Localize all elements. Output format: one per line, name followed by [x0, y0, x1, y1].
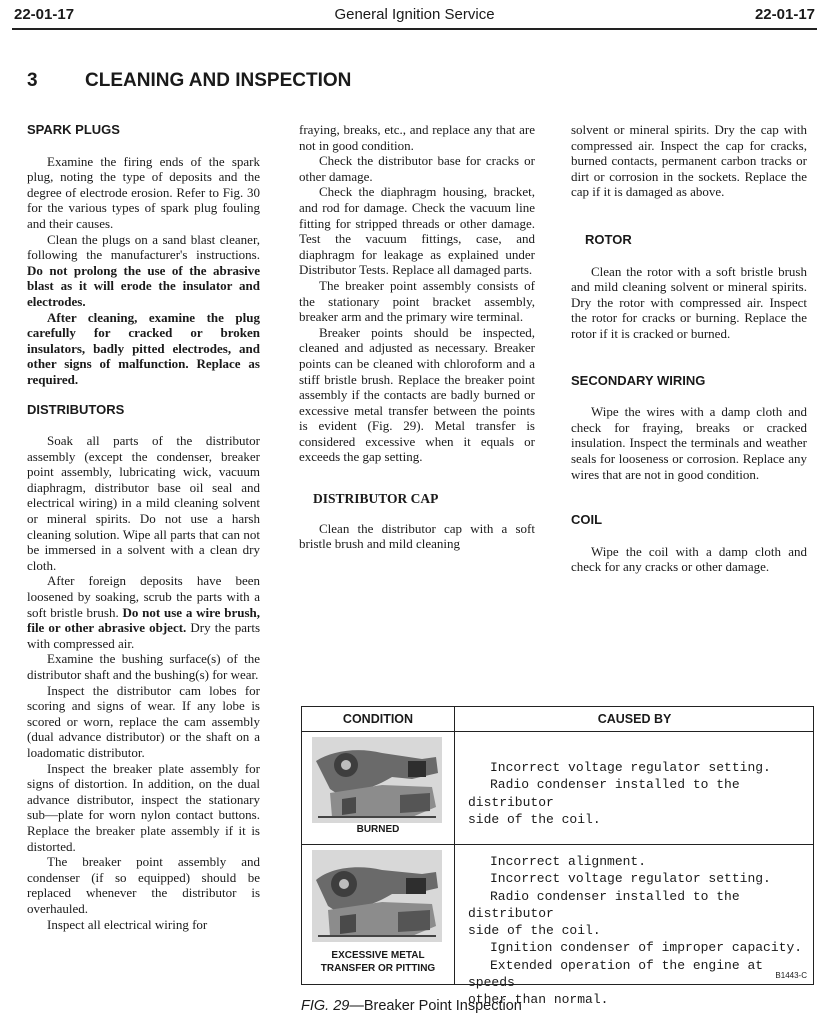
paragraph: Examine the firing ends of the spark plug, noting the type of deposits and the degree of electrode erosion. Refer to Fig. 30 for the various types of spark plug fouling and their causes. — [27, 153, 260, 231]
paragraph: Wipe the wires with a damp cloth and check for fraying, breaks or cracked insulation. Inspect the terminals and weather seals for looseness or corrosion. Replace any wires that are not in good condition. — [571, 404, 807, 482]
burned-label: BURNED — [356, 824, 400, 835]
paragraph: Breaker points should be inspected, cleaned and adjusted as necessary. Breaker points can be cleaned with chloroform and a stiff bristle brush. Replace the breaker point assembly if the contacts are badly burned or excessive metal transfer between the points is evident (Fig. 29). Metal transfer is considered excessive when it equals or exceeds the gap setting. — [299, 324, 535, 465]
burned-points-photo — [312, 737, 442, 823]
paragraph: After cleaning, examine the plug carefully for cracked or broken insulators, badly pitted electrodes, and other signs of malfunction. Replace as required. — [27, 309, 260, 387]
paragraph: solvent or mineral spirits. Dry the cap with compressed air. Inspect the cap for cracks, burned contacts, permanent carbon tracks or dirt or corrosion in the sockets. Replace the cap if it is damaged as above. — [571, 122, 807, 200]
paragraph: Check the diaphragm housing, bracket, and rod for damage. Check the vacuum line fitting for stripped threads or other damage. Test the vacuum fittings, case, and diaphragm for leakage as explained under Distributor Tests. Replace all damaged parts. — [299, 184, 535, 278]
cause-line: Radio condenser installed to the distributor — [468, 777, 740, 810]
pitted-points-photo — [312, 850, 442, 942]
cause-line: Incorrect voltage regulator setting. — [490, 871, 771, 887]
burned-causes — [468, 759, 808, 828]
header-rule — [12, 28, 817, 30]
column-1 — [27, 122, 260, 932]
paragraph: fraying, breaks, etc., and replace any that are not in good condition. — [299, 122, 535, 153]
paragraph: Clean the distributor cap with a soft bristle brush and mild cleaning — [299, 520, 535, 552]
cause-line: Incorrect voltage regulator setting. — [490, 760, 771, 775]
spark-plugs-heading: SPARK PLUGS — [27, 122, 120, 137]
excessive-metal-label — [302, 949, 454, 975]
caused-by-header: CAUSED BY — [597, 712, 672, 726]
paragraph: Clean the rotor with a soft bristle brush and mild cleaning solvent or mineral spirits. Dry the rotor with compressed air. Inspect the rotor for cracks or burning. Replace the rotor if it is cracked or burned. — [571, 263, 807, 341]
cause-line: side of the coil. — [468, 811, 601, 827]
column-3 — [571, 122, 807, 575]
column-2 — [299, 122, 535, 552]
coil-heading: COIL — [571, 512, 603, 528]
condition-header: CONDITION — [342, 712, 414, 726]
cause-line: side of the coil. — [468, 923, 601, 939]
running-title: General Ignition Service — [334, 6, 495, 23]
section-heading — [27, 70, 351, 92]
cause-line: Incorrect alignment. — [490, 854, 647, 869]
section-title: CLEANING AND INSPECTION — [85, 70, 352, 91]
column-divider — [454, 707, 455, 984]
cause-line: Extended operation of the engine at speeds — [468, 957, 764, 991]
secondary-wiring-heading: SECONDARY WIRING — [571, 372, 706, 388]
pitting-causes — [468, 853, 808, 1009]
page-number-left: 22-01-17 — [14, 6, 75, 23]
header-divider — [302, 731, 813, 732]
paragraph: Soak all parts of the distributor assembly (except the condenser, breaker point assembly, lubricating wick, vacuum diaphragm, distributor base oil seal and electrical wiring) in a mild cleaning solvent or mineral spirits. Do not use a harsh cleaning solution. Wipe all parts that can not be immersed in a solvent with a clean dry cloth. — [27, 433, 260, 573]
paragraph: After foreign deposits have been loosened by soaking, scrub the parts with a soft bristle brush. Do not use a wire brush, file or other abrasive object. Dry the parts with compressed air. — [27, 573, 261, 651]
paragraph: The breaker point assembly and condenser (if so equipped) should be replaced whenever the distributor is overhauled. — [27, 854, 260, 916]
paragraph: Clean the plugs on a sand blast cleaner, following the manufacturer's instructions. Do not prolong the use of the abrasive blast as it will erode the insulator and electrodes. — [27, 231, 260, 309]
label-line: TRANSFER OR PITTING — [320, 963, 436, 974]
paragraph: Inspect the breaker plate assembly for signs of distortion. In addition, on the dual advance distributor, inspect the stationary sub—plate for worn nylon contact buttons. Replace the breaker plate assembly if it is distorted. — [27, 760, 260, 854]
distributor-cap-heading: DISTRIBUTOR CAP — [313, 491, 439, 507]
paragraph: Examine the bushing surface(s) of the distributor shaft and the bushing(s) for wear. — [27, 651, 260, 682]
paragraph: Inspect the distributor cam lobes for scoring and signs of wear. If any lobe is scored or worn, replace the cam assembly (dual advance distributor) or the shaft on a loadomatic distributor. — [27, 682, 260, 760]
distributors-heading: DISTRIBUTORS — [27, 401, 125, 417]
paragraph: Check the distributor base for cracks or other damage. — [299, 153, 535, 184]
figure-code: B1443-C — [775, 971, 807, 980]
row-divider — [302, 844, 813, 845]
figure-title: —Breaker Point Inspection — [349, 998, 522, 1014]
figure-label: FIG. 29 — [301, 998, 350, 1014]
page-number-right: 22-01-17 — [754, 6, 815, 23]
paragraph: The breaker point assembly consists of the stationary point bracket assembly, breaker arm and the primary wire terminal. — [299, 277, 535, 325]
cause-line: Radio condenser installed to the distributor — [468, 888, 740, 921]
section-number: 3 — [27, 70, 38, 91]
cause-line: other than normal. — [468, 992, 609, 1008]
cause-line: Ignition condenser of improper capacity. — [490, 940, 803, 956]
label-line: EXCESSIVE METAL — [331, 950, 425, 961]
paragraph: Inspect all electrical wiring for — [47, 916, 208, 932]
paragraph: Wipe the coil with a damp cloth and check for any cracks or other damage. — [571, 543, 807, 575]
figure-caption — [301, 998, 522, 1014]
rotor-heading: ROTOR — [585, 231, 632, 247]
